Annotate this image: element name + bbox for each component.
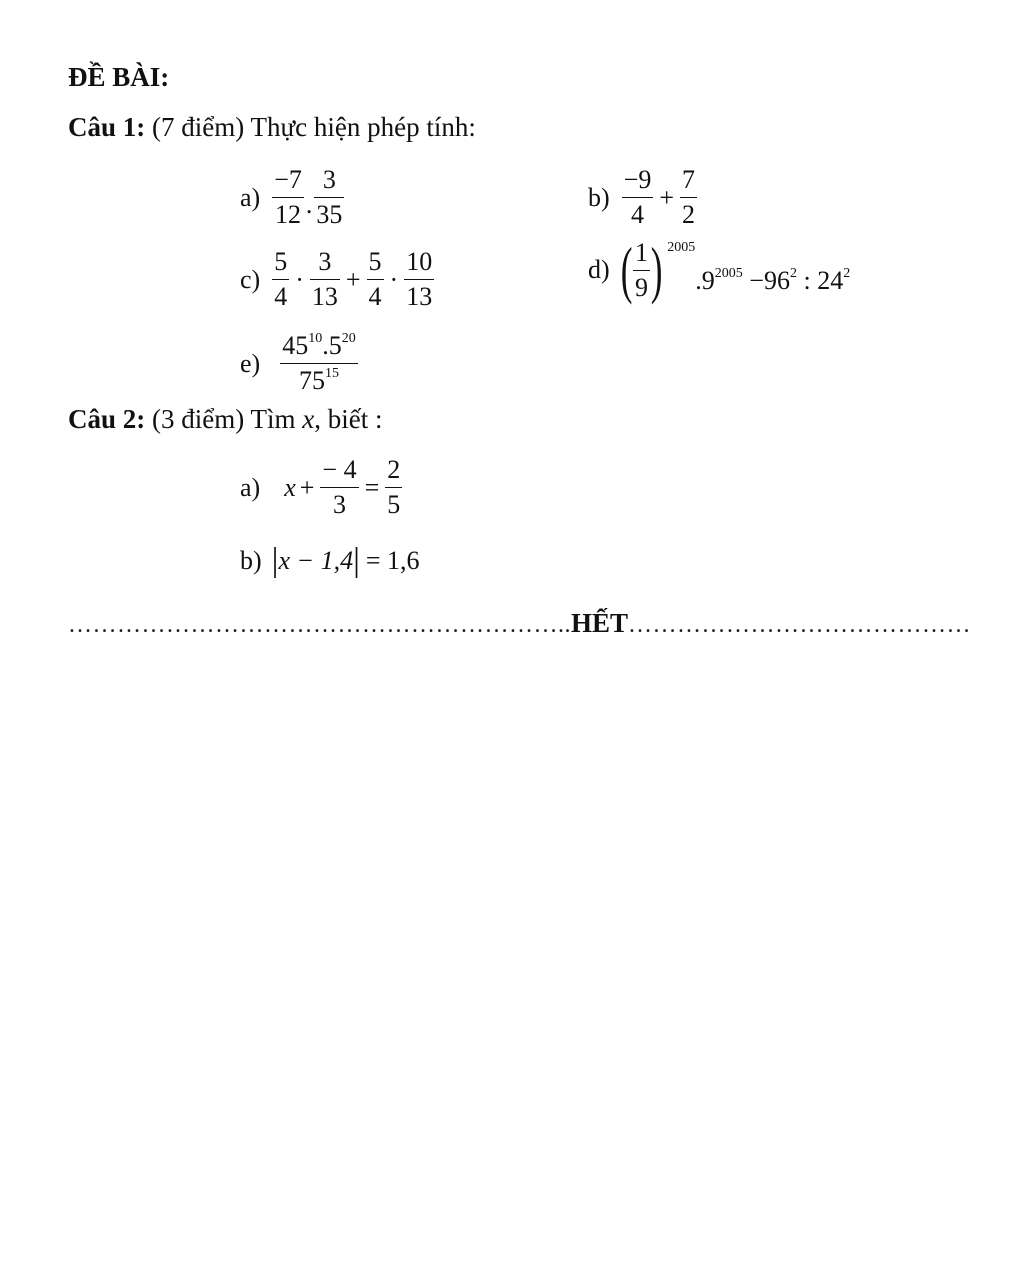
q1-b-den2: 2 [682, 200, 696, 229]
q2-a-den2: 5 [387, 490, 401, 519]
page-title: ĐỀ BÀI: [68, 62, 170, 92]
q1-e [240, 332, 360, 395]
q1-e-num-b: .5 [322, 331, 342, 360]
q1-a-den1: 12 [275, 200, 302, 229]
question-2-var: x [302, 404, 315, 434]
q1-c-den4: 13 [406, 282, 433, 311]
q1-c-plus: + [345, 264, 361, 294]
q1-c-frac1 [272, 248, 289, 311]
q1-c-num1: 5 [274, 247, 288, 276]
q1-b-num2: 7 [682, 165, 696, 194]
q1-d-num: 1 [634, 237, 648, 267]
q1-d-exp1: 2005 [667, 240, 696, 255]
question-1-heading [68, 112, 476, 143]
question-2-instruction-post: , biết : [314, 404, 383, 434]
q1-d-exp4: 2 [843, 266, 851, 281]
q1-a-dot: . [305, 189, 313, 219]
question-2-points: (3 điểm) [152, 404, 245, 434]
q1-b-frac1 [622, 166, 654, 229]
q1-e-exp-a: 10 [308, 331, 323, 346]
q1-b [588, 166, 699, 229]
q1-c [240, 248, 436, 311]
q2-b-abs-left: | [271, 542, 279, 579]
q1-e-label: e) [240, 348, 261, 378]
q1-b-plus: + [659, 182, 675, 212]
q2-a-num1: − 4 [322, 455, 357, 484]
q1-c-frac3 [367, 248, 384, 311]
q1-e-frac [280, 332, 358, 395]
q1-b-frac2 [680, 166, 697, 229]
q2-b-expr: x − 1,4 [278, 546, 354, 575]
q1-c-dot2: · [389, 264, 399, 294]
question-1-instruction: Thực hiện phép tính: [250, 112, 476, 142]
q1-d-exp3: 2 [789, 266, 797, 281]
q1-d-div: : 24 [796, 266, 844, 295]
q2-a-x: x [284, 472, 296, 502]
q1-a-den2: 35 [316, 200, 343, 229]
q2-a-num2: 2 [387, 455, 401, 484]
q2-a-label: a) [240, 472, 261, 502]
q2-a-frac1 [320, 456, 358, 519]
q2-b-abs-right: | [353, 542, 360, 579]
end-dots-left: …………………………………………………….. [68, 612, 571, 638]
q1-c-num2: 3 [318, 247, 332, 276]
q1-e-den-base: 75 [298, 366, 325, 395]
q1-c-frac2 [310, 248, 340, 311]
q1-b-den1: 4 [631, 200, 644, 229]
q1-d-expr [695, 266, 850, 296]
q1-a [240, 166, 346, 229]
q1-e-exp-den: 15 [324, 366, 339, 381]
question-2-heading [68, 404, 383, 435]
q1-d [588, 234, 851, 305]
q2-b-rhs: = 1,6 [365, 546, 420, 575]
q1-c-dot1: · [295, 264, 304, 294]
q1-b-label: b) [588, 182, 610, 212]
q1-a-frac1 [272, 166, 304, 229]
q1-d-left-paren: ( [620, 234, 633, 305]
question-2-instruction-pre: Tìm [250, 404, 296, 434]
q1-d-minus: −96 [749, 266, 790, 295]
q1-d-den: 9 [634, 272, 648, 302]
q1-c-den2: 13 [311, 282, 338, 311]
q1-c-frac4 [404, 248, 434, 311]
q1-a-frac2 [314, 166, 344, 229]
question-2-label: Câu 2: [68, 404, 146, 434]
q2-b-label: b) [240, 546, 262, 575]
q1-a-label: a) [240, 182, 261, 212]
q1-c-den1: 4 [274, 282, 288, 311]
question-1-points: (7 điểm) [152, 112, 245, 142]
q1-c-num3: 5 [368, 247, 382, 276]
q1-e-num [280, 332, 358, 363]
q1-b-num1: −9 [623, 165, 652, 194]
q1-e-den [297, 364, 341, 395]
end-dots-right: …………………………………… [628, 612, 972, 638]
question-1-label: Câu 1: [68, 112, 146, 142]
q2-b [240, 544, 420, 578]
q1-c-num4: 10 [406, 247, 433, 276]
q2-a [240, 456, 404, 519]
q1-c-label: c) [240, 264, 261, 294]
q2-a-frac2 [385, 456, 402, 519]
q1-e-num-a: 45 [282, 331, 309, 360]
end-line [68, 608, 1024, 639]
q2-a-eq: = [364, 472, 380, 502]
q1-d-exp2: 2005 [714, 266, 743, 281]
q1-d-base2: .9 [695, 266, 715, 295]
q1-a-num2: 3 [322, 165, 336, 194]
q2-a-den1: 3 [333, 490, 346, 519]
q1-a-num1: −7 [274, 165, 302, 194]
q1-d-frac [633, 239, 650, 302]
q1-d-label: d) [588, 255, 610, 284]
q1-c-den3: 4 [368, 282, 382, 311]
q1-e-exp-b: 20 [341, 331, 356, 346]
end-label: HẾT [571, 608, 629, 638]
q1-d-right-paren: ) [650, 234, 663, 305]
q2-a-plus: + [299, 472, 315, 502]
